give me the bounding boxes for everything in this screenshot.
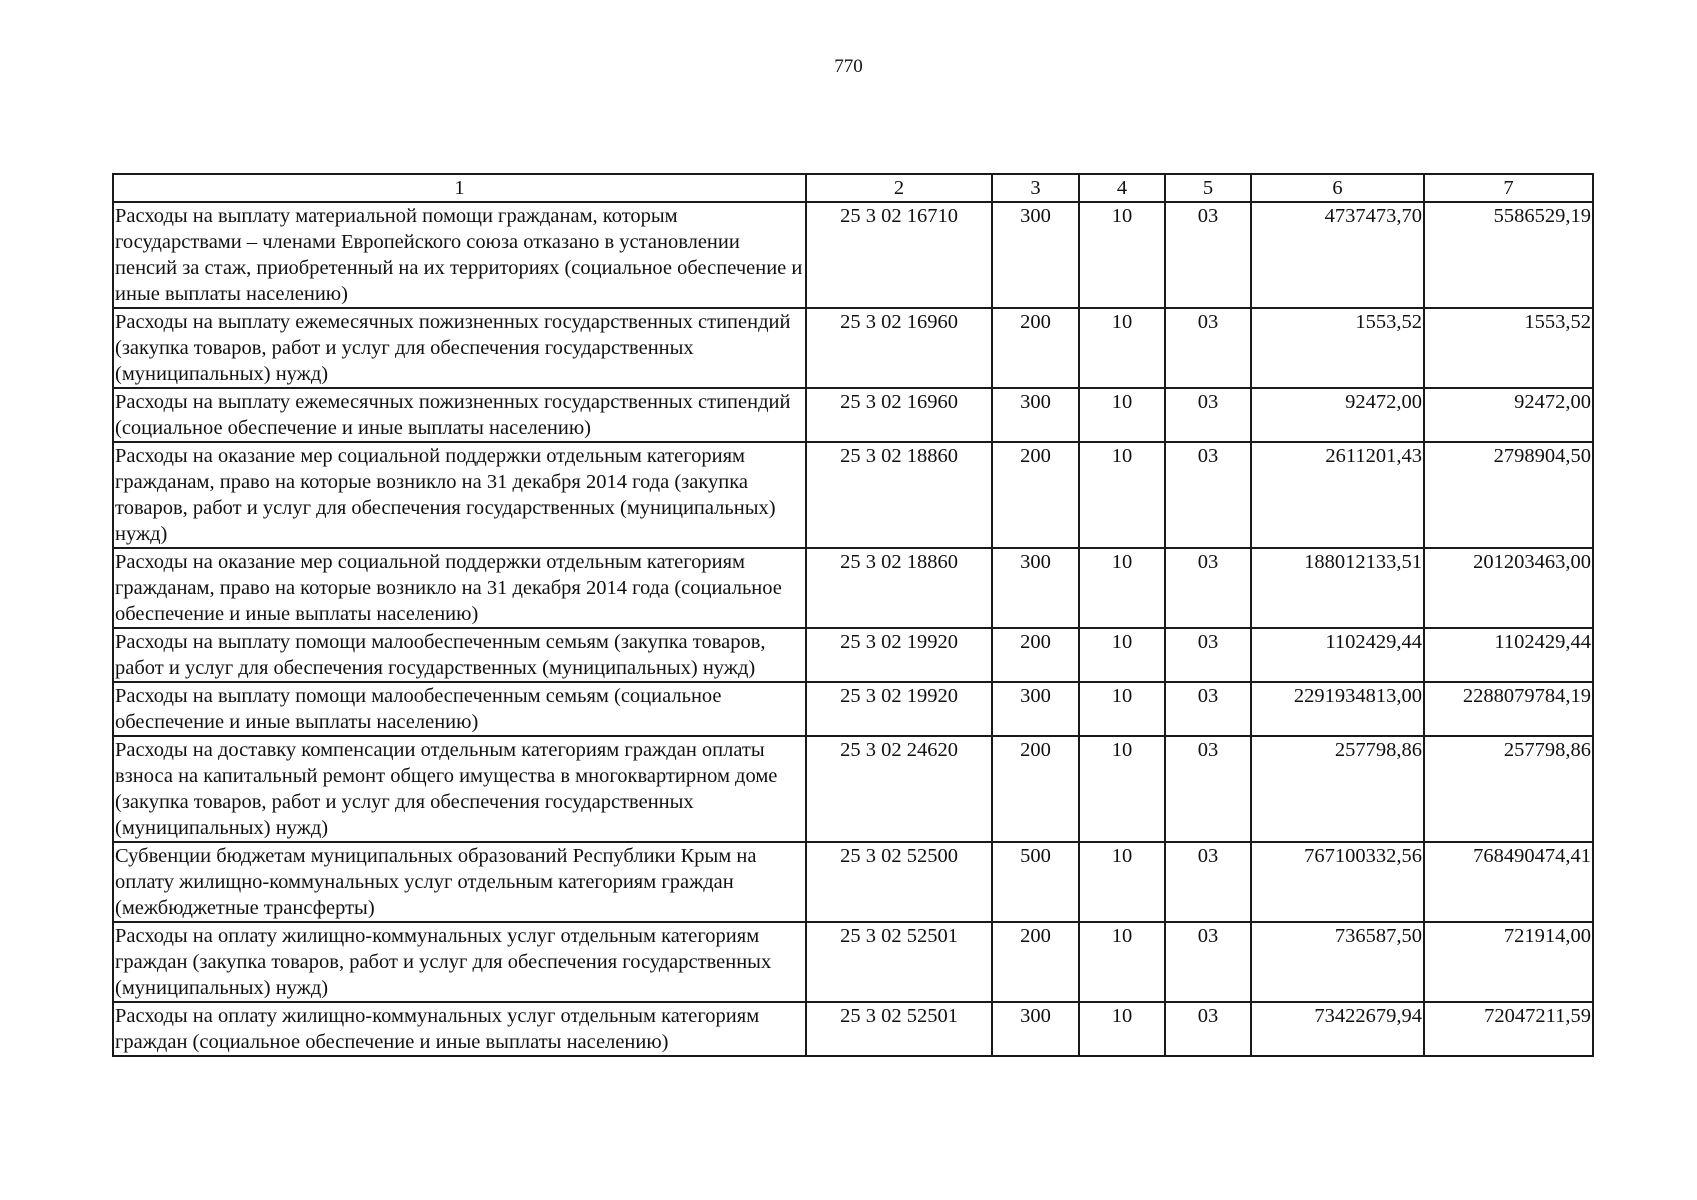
- row-section: 10: [1079, 736, 1165, 842]
- row-expense-type: 300: [992, 202, 1079, 308]
- row-description: Расходы на выплату ежемесячных пожизненных государственных стипендий (социальное обеспечение и иные выплаты населению): [113, 388, 806, 442]
- row-amount-col7: 1553,52: [1424, 308, 1593, 388]
- table-row: [113, 202, 1593, 308]
- row-expense-type: 300: [992, 548, 1079, 628]
- row-target-code: 25 3 02 18860: [806, 548, 992, 628]
- row-target-code: 25 3 02 52501: [806, 922, 992, 1002]
- table-row: [113, 388, 1593, 442]
- row-description: Расходы на выплату ежемесячных пожизненных государственных стипендий (закупка товаров, работ и услуг для обеспечения государственных (муниципальных) нужд): [113, 308, 806, 388]
- row-amount-col7: 92472,00: [1424, 388, 1593, 442]
- row-subsection: 03: [1165, 308, 1251, 388]
- row-expense-type: 200: [992, 308, 1079, 388]
- row-target-code: 25 3 02 16960: [806, 308, 992, 388]
- row-description: Расходы на оплату жилищно-коммунальных услуг отдельным категориям граждан (социальное обеспечение и иные выплаты населению): [113, 1002, 806, 1056]
- table-body: [113, 202, 1593, 1056]
- row-description: Расходы на оплату жилищно-коммунальных услуг отдельным категориям граждан (закупка товаров, работ и услуг для обеспечения государственных (муниципальных) нужд): [113, 922, 806, 1002]
- row-section: 10: [1079, 682, 1165, 736]
- table-row: [113, 442, 1593, 548]
- row-amount-col7: 257798,86: [1424, 736, 1593, 842]
- row-amount-col6: 92472,00: [1251, 388, 1424, 442]
- row-amount-col7: 201203463,00: [1424, 548, 1593, 628]
- column-header-5: 5: [1165, 174, 1251, 202]
- row-section: 10: [1079, 922, 1165, 1002]
- table-row: [113, 548, 1593, 628]
- row-expense-type: 300: [992, 1002, 1079, 1056]
- page-number: 770: [834, 56, 863, 77]
- row-amount-col6: 2611201,43: [1251, 442, 1424, 548]
- row-expense-type: 200: [992, 628, 1079, 682]
- row-amount-col6: 1553,52: [1251, 308, 1424, 388]
- column-header-1: 1: [113, 174, 806, 202]
- row-amount-col7: 5586529,19: [1424, 202, 1593, 308]
- row-section: 10: [1079, 628, 1165, 682]
- table-row: [113, 628, 1593, 682]
- row-target-code: 25 3 02 19920: [806, 682, 992, 736]
- row-section: 10: [1079, 308, 1165, 388]
- row-subsection: 03: [1165, 548, 1251, 628]
- row-target-code: 25 3 02 24620: [806, 736, 992, 842]
- row-subsection: 03: [1165, 628, 1251, 682]
- row-amount-col6: 4737473,70: [1251, 202, 1424, 308]
- row-amount-col6: 73422679,94: [1251, 1002, 1424, 1056]
- row-target-code: 25 3 02 52500: [806, 842, 992, 922]
- row-amount-col7: 721914,00: [1424, 922, 1593, 1002]
- row-target-code: 25 3 02 16960: [806, 388, 992, 442]
- row-amount-col6: 188012133,51: [1251, 548, 1424, 628]
- column-header-3: 3: [992, 174, 1079, 202]
- row-amount-col7: 2288079784,19: [1424, 682, 1593, 736]
- row-expense-type: 200: [992, 442, 1079, 548]
- column-header-7: 7: [1424, 174, 1593, 202]
- row-expense-type: 300: [992, 388, 1079, 442]
- row-section: 10: [1079, 442, 1165, 548]
- row-section: 10: [1079, 548, 1165, 628]
- row-subsection: 03: [1165, 442, 1251, 548]
- column-header-6: 6: [1251, 174, 1424, 202]
- row-target-code: 25 3 02 16710: [806, 202, 992, 308]
- row-section: 10: [1079, 842, 1165, 922]
- table-row: [113, 682, 1593, 736]
- column-header-2: 2: [806, 174, 992, 202]
- row-section: 10: [1079, 1002, 1165, 1056]
- row-description: Субвенции бюджетам муниципальных образований Республики Крым на оплату жилищно-коммунальных услуг отдельным категориям граждан (межбюджетные трансферты): [113, 842, 806, 922]
- row-description: Расходы на выплату материальной помощи гражданам, которым государствами – членами Европейского союза отказано в установлении пенсий за стаж, приобретенный на их территориях (социальное обеспечение и иные выплаты населению): [113, 202, 806, 308]
- table-row: [113, 736, 1593, 842]
- row-subsection: 03: [1165, 388, 1251, 442]
- row-amount-col6: 1102429,44: [1251, 628, 1424, 682]
- row-expense-type: 300: [992, 682, 1079, 736]
- row-description: Расходы на доставку компенсации отдельным категориям граждан оплаты взноса на капитальный ремонт общего имущества в многоквартирном доме (закупка товаров, работ и услуг для обеспечения государственных (муниципальных) нужд): [113, 736, 806, 842]
- row-subsection: 03: [1165, 682, 1251, 736]
- budget-expenditure-table: [112, 173, 1594, 1057]
- table-row: [113, 922, 1593, 1002]
- row-section: 10: [1079, 388, 1165, 442]
- row-amount-col6: 257798,86: [1251, 736, 1424, 842]
- table-row: [113, 1002, 1593, 1056]
- row-subsection: 03: [1165, 202, 1251, 308]
- row-subsection: 03: [1165, 1002, 1251, 1056]
- row-expense-type: 200: [992, 922, 1079, 1002]
- row-target-code: 25 3 02 19920: [806, 628, 992, 682]
- row-section: 10: [1079, 202, 1165, 308]
- row-description: Расходы на выплату помощи малообеспеченным семьям (закупка товаров, работ и услуг для обеспечения государственных (муниципальных) нужд): [113, 628, 806, 682]
- row-amount-col7: 2798904,50: [1424, 442, 1593, 548]
- row-amount-col7: 72047211,59: [1424, 1002, 1593, 1056]
- header-row: [113, 174, 1593, 202]
- row-amount-col7: 1102429,44: [1424, 628, 1593, 682]
- table-row: [113, 308, 1593, 388]
- row-subsection: 03: [1165, 922, 1251, 1002]
- row-amount-col6: 736587,50: [1251, 922, 1424, 1002]
- row-subsection: 03: [1165, 736, 1251, 842]
- row-target-code: 25 3 02 52501: [806, 1002, 992, 1056]
- row-expense-type: 200: [992, 736, 1079, 842]
- row-description: Расходы на оказание мер социальной поддержки отдельным категориям гражданам, право на которые возникло на 31 декабря 2014 года (социальное обеспечение и иные выплаты населению): [113, 548, 806, 628]
- row-amount-col6: 2291934813,00: [1251, 682, 1424, 736]
- row-expense-type: 500: [992, 842, 1079, 922]
- row-subsection: 03: [1165, 842, 1251, 922]
- column-header-4: 4: [1079, 174, 1165, 202]
- table-row: [113, 842, 1593, 922]
- row-amount-col7: 768490474,41: [1424, 842, 1593, 922]
- row-description: Расходы на оказание мер социальной поддержки отдельным категориям гражданам, право на которые возникло на 31 декабря 2014 года (закупка товаров, работ и услуг для обеспечения государственных (муниципальных) нужд): [113, 442, 806, 548]
- row-target-code: 25 3 02 18860: [806, 442, 992, 548]
- row-amount-col6: 767100332,56: [1251, 842, 1424, 922]
- row-description: Расходы на выплату помощи малообеспеченным семьям (социальное обеспечение и иные выплаты населению): [113, 682, 806, 736]
